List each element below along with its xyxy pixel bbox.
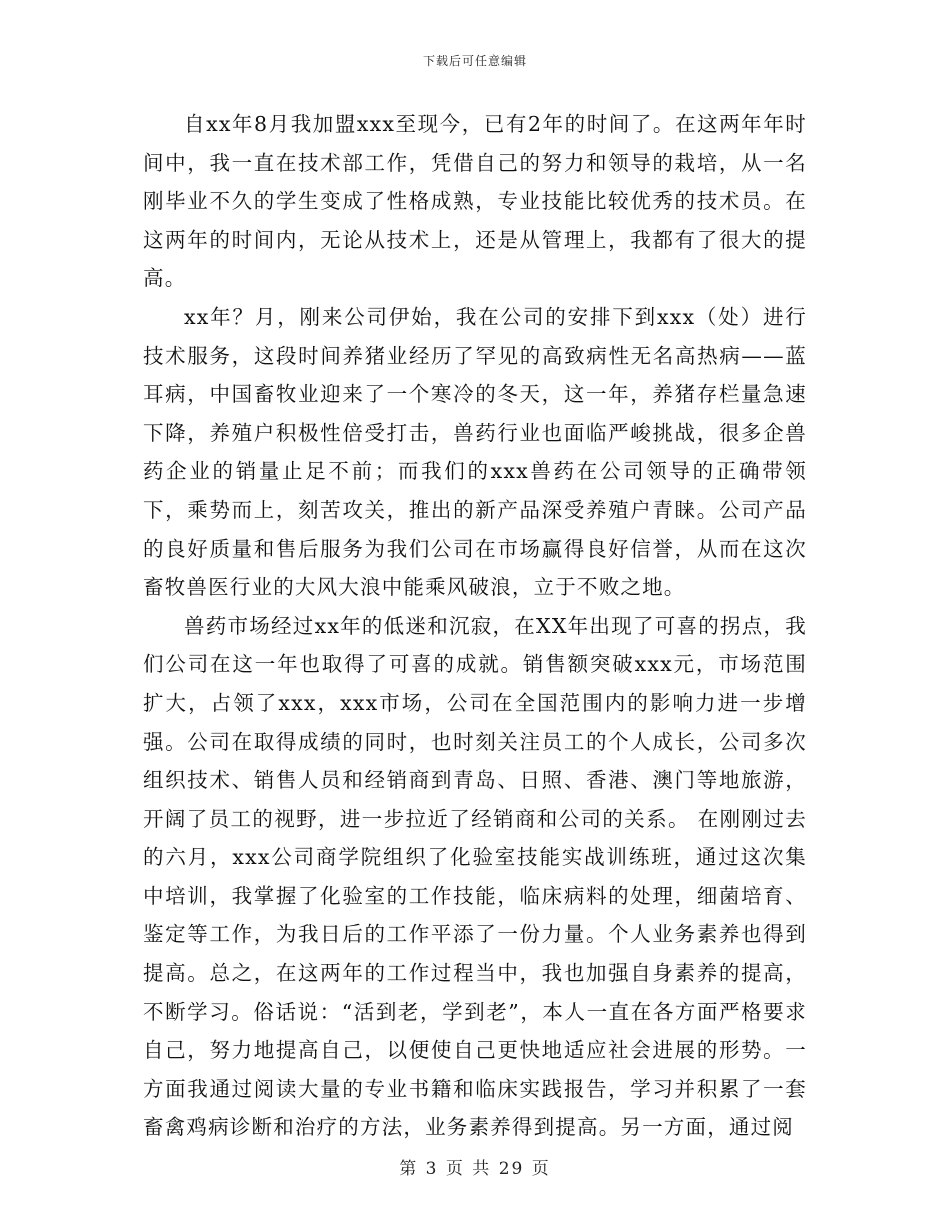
paragraph-2: xx年？月，刚来公司伊始，我在公司的安排下到xxx（处）进行技术服务，这段时间养猪业经历了罕见的高致病性无名高热病——蓝耳病，中国畜牧业迎来了一个寒冷的冬天，这一年，养猪存栏量急速下降，养殖户积极性倍受打击，兽药行业也面临严峻挑战，很多企兽药企业的销量止足不前；而我们的xxx兽药在公司领导的正确带领下，乘势而上，刻苦攻关，推出的新产品深受养殖户青睐。公司产品的良好质量和售后服务为我们公司在市场赢得良好信誉，从而在这次畜牧兽医行业的大风大浪中能乘风破浪，立于不败之地。 [143,304,807,600]
page-header: 下载后可任意编辑 [422,54,527,68]
paragraph-3: 兽药市场经过xx年的低迷和沉寂，在XX年出现了可喜的拐点，我们公司在这一年也取得了可喜的成就。销售额突破xxx元，市场范围扩大，占领了xxx，xxx市场，公司在全国范围内的影响力进一步增强。公司在取得成绩的同时，也时刻关注员工的个人成长，公司多次组织技术、销售人员和经销商到青岛、日照、香港、澳门等地旅游，开阔了员工的视野，进一步拉近了经销商和公司的关系。 在刚刚过去的六月，xxx公司商学院组织了化验室技能实战训练班，通过这次集中培训，我掌握了化验室的工作技能，临床病料的处理，细菌培育、鉴定等工作，为我日后的工作平添了一份力量。个人业务素养也得到提高。总之，在这两年的工作过程当中，我也加强自身素养的提高，不断学习。俗话说：“活到老，学到老”，本人一直在各方面严格要求自己，努力地提高自己，以便使自己更快地适应社会进展的形势。一方面我通过阅读大量的专业书籍和临床实践报告，学习并积累了一套畜禽鸡病诊断和治疗的方法，业务素养得到提高。另一方面，通过阅 [143,613,807,1140]
paragraph-1: 自xx年8月我加盟xxx至现今，已有2年的时间了。在这两年年时间中，我一直在技术部工作，凭借自己的努力和领导的栽培，从一名刚毕业不久的学生变成了性格成熟，专业技能比较优秀的技术员。在这两年的时间内，无论从技术上，还是从管理上，我都有了很大的提高。 [143,112,807,291]
document-body [143,105,807,1147]
page-footer: 第 3 页 共 29 页 [399,1159,551,1179]
